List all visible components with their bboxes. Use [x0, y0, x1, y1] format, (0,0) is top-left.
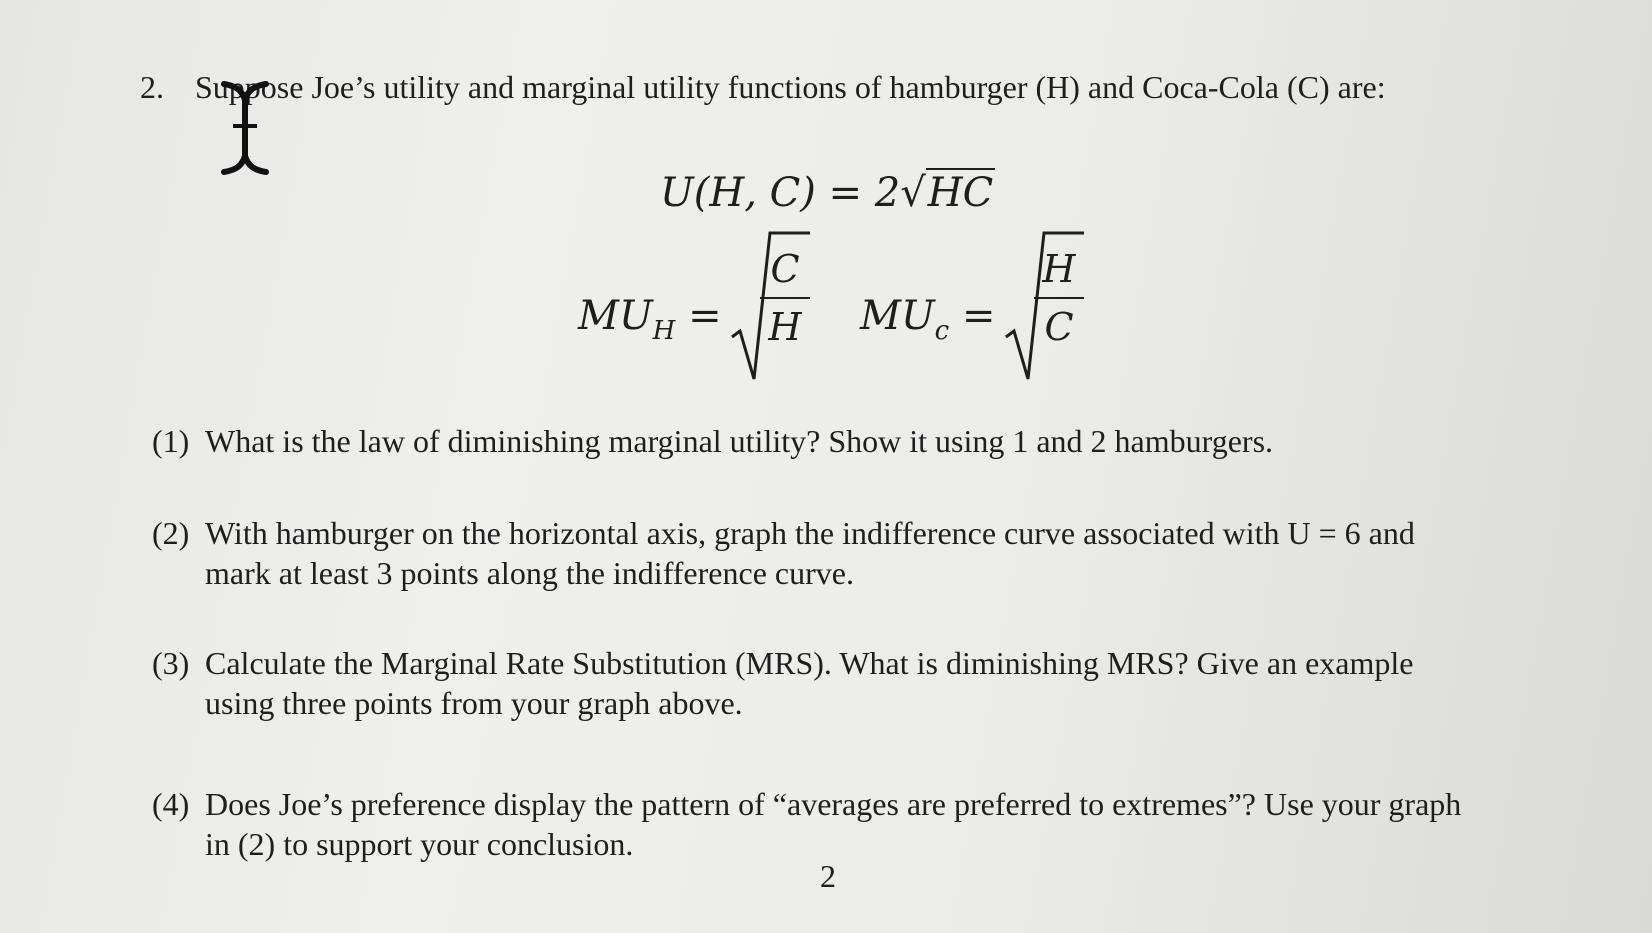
question-4-number: (4) [152, 786, 190, 822]
text-cursor-icon [220, 78, 270, 178]
question-3-line-1: Calculate the Marginal Rate Substitution (MRS). What is diminishing MRS? Give an example [205, 645, 1414, 681]
mu-c-equals: = [961, 293, 996, 339]
fraction-line [1034, 297, 1084, 299]
mu-h-equals: = [688, 293, 722, 339]
sqrt-sign: √ [900, 170, 926, 216]
question-4-text [205, 784, 1461, 864]
mu-h-numerator: C [770, 247, 800, 291]
mu-h-lhs [578, 293, 722, 354]
question-1-line-1: What is the law of diminishing marginal utility? Show it using 1 and 2 hamburgers. [205, 423, 1274, 459]
utility-radicand: HC [927, 170, 994, 216]
question-4-line-2: in (2) to support your conclusion. [205, 826, 634, 862]
fraction-line [760, 297, 810, 299]
mu-h-subscript: H [652, 316, 676, 346]
utility-lhs: U(H, C) = 2 [660, 170, 901, 216]
question-2-line-2: mark at least 3 points along the indifference curve. [205, 555, 854, 591]
question-2-line-1: With hamburger on the horizontal axis, graph the indifference curve associated with U = 6 and [205, 515, 1415, 551]
mu-h-fraction [760, 247, 810, 349]
question-2-text [205, 513, 1415, 593]
mu-c-lhs [860, 293, 995, 354]
question-1-number: (1) [152, 423, 190, 459]
question-3-line-2: using three points from your graph above. [205, 685, 743, 721]
question-4-line-1: Does Joe’s preference display the pattern of “averages are preferred to extremes”? Use your graph [205, 786, 1462, 822]
mu-h-denominator: H [768, 305, 802, 349]
mu-c-numerator: H [1042, 247, 1076, 291]
mu-c-fraction [1034, 247, 1084, 349]
page-number: 2 [820, 858, 836, 894]
question-1-text [205, 421, 1273, 461]
problem-intro: Suppose Joe’s utility and marginal utility functions of hamburger (H) and Coca-Cola (C) are: [195, 69, 1386, 105]
question-3-number: (3) [152, 645, 190, 681]
marginal-utility-equations [0, 225, 1652, 385]
mu-c-label: MU [860, 293, 935, 339]
mu-c-subscript: c [934, 316, 950, 346]
mu-c-denominator: C [1044, 305, 1074, 349]
problem-number: 2. [140, 69, 164, 105]
utility-equation [660, 170, 995, 216]
mu-h-label: MU [578, 293, 653, 339]
question-2-number: (2) [152, 515, 190, 551]
question-3-text [205, 643, 1413, 723]
